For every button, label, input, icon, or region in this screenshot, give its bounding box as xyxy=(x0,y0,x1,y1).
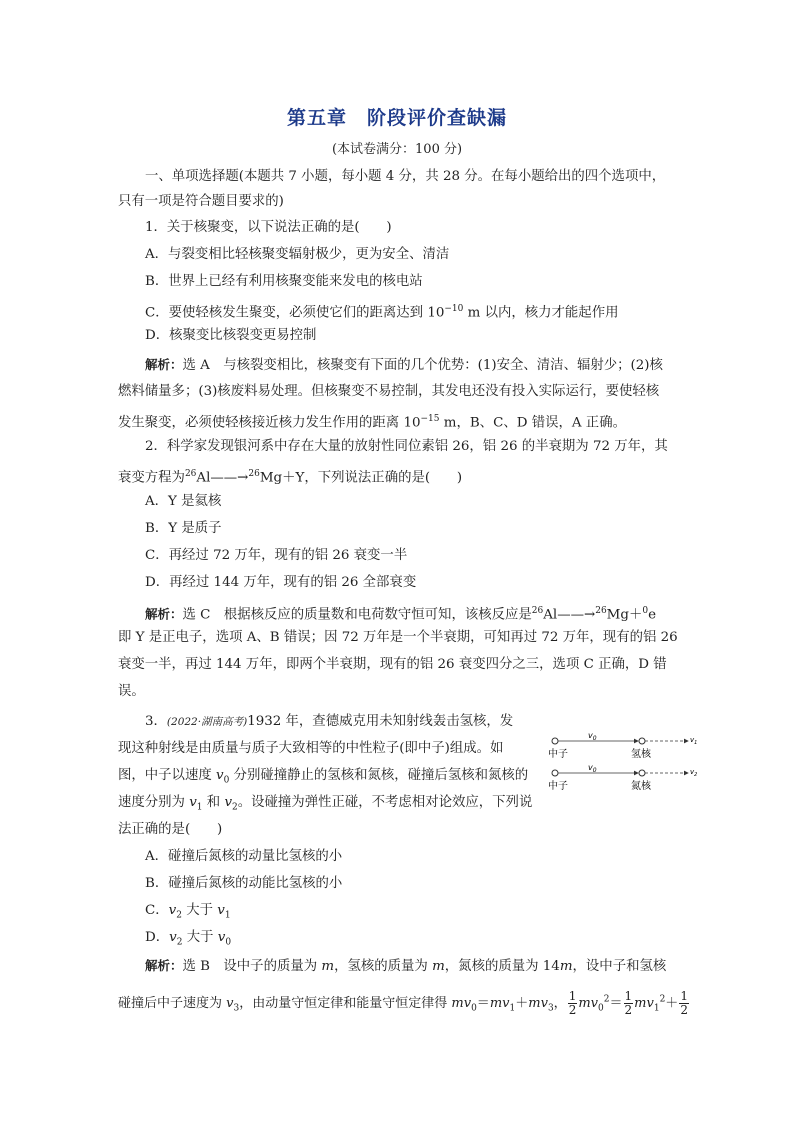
q3-option-a: A．碰撞后氮核的动量比氢核的小 xyxy=(145,849,343,864)
score-note: (本试卷满分：100 分) xyxy=(331,142,463,157)
q1-answer-cont: 燃料储量多；(3)核废料易处理。但核聚变不易控制，其发电还没有投入实际运行，要使轻核 xyxy=(118,384,660,399)
q2-answer-cont: 即 Y 是正电子，选项 A、B 错误；因 72 万年是一个半衰期，可知再过 72 万年，现有的铝 26 xyxy=(118,630,678,645)
q2-stem: 2．科学家发现银河系中存在大量的放射性同位素铝 26，铝 26 的半衰期为 72 万年，其 xyxy=(145,439,668,454)
hydrogen-particle xyxy=(639,738,645,744)
fraction-half: $\frac{1}{2}$ xyxy=(568,989,577,1017)
q3-answer: 解析：选 B 设中子的质量为 m，氢核的质量为 m，氮核的质量为 14m，设中子和氢核 xyxy=(145,958,667,974)
q3-option-d: D．$v_2$ 大于 $v_0$ xyxy=(145,930,232,948)
q1-answer-cont2: 发生聚变，必须使轻核接近核力发生作用的距离 $10^{-15}$ m，B、C、D 错误，A 正确。 xyxy=(118,414,626,431)
q2-option-d: D．再经过 144 万年，现有的铝 26 全部衰变 xyxy=(145,575,417,590)
q1-option-a: A．与裂变相比轻核聚变辐射极少，更为安全、清洁 xyxy=(145,247,450,262)
q3-stem-cont3: 速度分别为 $v_1$ 和 $v_2$。设碰撞为弹性正碰，不考虑相对论效应，下列说 xyxy=(118,795,533,813)
chapter-title: 第五章 阶段评价查缺漏 xyxy=(286,107,507,129)
fraction-half: $\frac{1}{2}$ xyxy=(680,989,688,1017)
q3-stem: 3．(2022·湖南高考)1932 年，查德威克用未知射线轰击氢核，发 xyxy=(145,714,514,729)
hydrogen-label: 氢核 xyxy=(631,749,651,760)
q1-stem: 1．关于核聚变，以下说法正确的是( ) xyxy=(145,220,392,235)
q1-option-b: B．世界上已经有利用核聚变能来发电的核电站 xyxy=(145,274,423,289)
collision-diagram xyxy=(548,728,698,798)
q2-answer-cont2: 衰变一半，再过 144 万年，即两个半衰期，现有的铝 26 衰变四分之三，选项 C 正确，D 错 xyxy=(118,657,667,672)
v2-label: $v_2$ xyxy=(690,768,698,778)
section-heading: 一、单项选择题(本题共 7 小题，每小题 4 分，共 28 分。在每小题给出的四个选项中， xyxy=(145,169,666,184)
q2-option-a: A．Y 是氦核 xyxy=(145,494,222,509)
v0-label-2: $v_0$ xyxy=(588,763,597,774)
v1-label: $v_1$ xyxy=(690,736,698,746)
q1-option-c: C．要使轻核发生聚变，必须使它们的距离达到 $10^{-10}$ m 以内，核力才能起作用 xyxy=(145,304,619,321)
nitrogen-label: 氮核 xyxy=(631,781,651,792)
q2-stem-cont: 衰变方程为$^{26}$Al——→$^{26}$Mg＋Y，下列说法正确的是( ) xyxy=(118,469,463,486)
q1-answer: 解析：选 A 与核裂变相比，核聚变有下面的几个优势：(1)安全、清洁、辐射少；(2)核 xyxy=(145,357,663,373)
q3-stem-cont4: 法正确的是( ) xyxy=(118,822,223,837)
q3-option-b: B．碰撞后氮核的动能比氢核的小 xyxy=(145,876,343,891)
section-heading-cont: 只有一项是符合题目要求的) xyxy=(118,194,284,209)
neutron-label-2: 中子 xyxy=(548,781,568,792)
q2-option-c: C．再经过 72 万年，现有的铝 26 衰变一半 xyxy=(145,548,408,563)
q2-option-b: B．Y 是质子 xyxy=(145,521,222,536)
q2-answer-cont3: 误。 xyxy=(118,684,145,699)
v0-label: $v_0$ xyxy=(588,731,597,742)
q3-stem-cont: 现这种射线是由质量与质子大致相等的中性粒子(即中子)组成。如 xyxy=(118,741,504,756)
q3-source: (2022·湖南高考) xyxy=(166,716,248,728)
q3-stem-cont2: 图，中子以速度 $v_0$ 分别碰撞静止的氢核和氮核，碰撞后氢核和氮核的 xyxy=(118,768,529,786)
neutron-particle-1 xyxy=(552,738,558,744)
neutron-label-1: 中子 xyxy=(548,749,568,760)
q3-answer-equation: 碰撞后中子速度为 $v_3$，由动量守恒定律和能量守恒定律得 $mv_0=mv_1+mv_3$， $\frac{1}{2}$ $mv_0^2=$ $\frac{1}{2}$ $mv_1^2+$ $\frac{1}{2}$ xyxy=(118,989,688,1017)
q3-option-c: C．$v_2$ 大于 $v_1$ xyxy=(145,903,231,921)
q2-answer: 解析：选 C 根据核反应的质量数和电荷数守恒可知，该核反应是$^{26}$Al——→$^{26}$Mg＋$^0$e xyxy=(145,606,657,623)
nitrogen-particle xyxy=(639,770,645,776)
fraction-half: $\frac{1}{2}$ xyxy=(624,989,633,1017)
q1-option-d: D．核聚变比核裂变更易控制 xyxy=(145,328,317,343)
neutron-particle-2 xyxy=(552,770,558,776)
